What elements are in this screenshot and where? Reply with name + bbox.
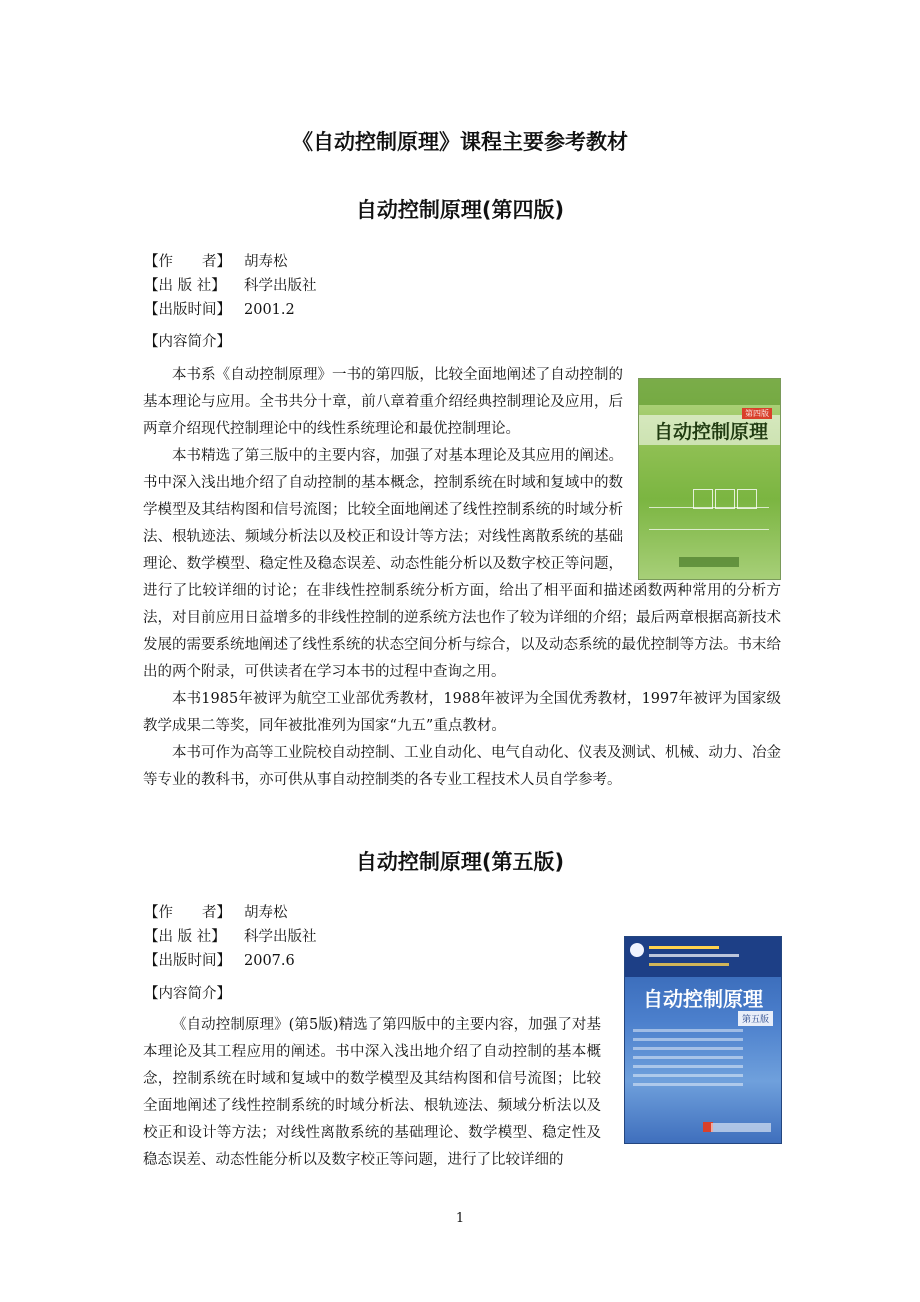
book1-paragraph: 本书精选了第三版中的主要内容，加强了对基本理论及其应用的阐述。书中深入浅出地介绍了自动控制的基本概念，控制系统在时域和复域中的数学模型及其结构图和信号流图；比较全面地阐述了线性控制系统的时域分析法、根轨迹法、频域分析法以及校正和设计等方法；对线性离散系统的基础理论、数学模型、稳定性及稳态误差、动态性能分析以及数字校正等问题，进行了比较详细的讨论；在非线性控制系统分析方面，给出了相平面和描述函数两种常用的分析方法，对目前应用日益增多的非线性控制的逆系统方法也作了较为详细的介绍；最后两章根据高新技术发展的需要系统地阐述了线性系统的状态空间分析与综合，以及动态系统的最优控制等方法。书末给出的两个附录，可供读者在学习本书的过程中查询之用。 (143, 448, 781, 680)
cover-decoration (715, 489, 735, 509)
cover-decoration (633, 1029, 743, 1092)
cover-decoration (633, 1056, 743, 1059)
cover-decoration (633, 1047, 743, 1050)
cover-decoration (633, 1038, 743, 1041)
book2-publisher-row (144, 925, 317, 949)
book1-date-row (144, 298, 317, 322)
cover-decoration (633, 1083, 743, 1086)
book1-author-row (144, 250, 317, 274)
book1-publisher-row (144, 274, 317, 298)
date-value: 2007.6 (244, 953, 295, 969)
book1-cover-image (638, 378, 781, 580)
date-label: 【出版时间】 (144, 302, 231, 318)
cover-decoration (633, 1029, 743, 1032)
author-label: 【作 者】 (144, 905, 231, 921)
cover-title: 自动控制原理 (643, 987, 763, 1011)
cover-decoration (649, 954, 739, 957)
cover-decoration (649, 529, 769, 530)
publisher-label: 【出 版 社】 (144, 929, 226, 945)
cover-title: 自动控制原理 (653, 421, 768, 443)
book2-meta (144, 901, 317, 973)
cover-band (639, 379, 780, 405)
book1-paragraph: 本书1985年被评为航空工业部优秀教材，1988年被评为全国优秀教材，1997年被评为国家级教学成果二等奖，同年被批准列为国家“九五”重点教材。 (143, 691, 781, 734)
book2-date-row (144, 949, 317, 973)
book2-author-row (144, 901, 317, 925)
publisher-value: 科学出版社 (244, 929, 317, 945)
date-value: 2001.2 (244, 302, 295, 318)
cover-decoration (737, 489, 757, 509)
book2-cover-image (624, 936, 782, 1144)
book2-summary-label: 【内容简介】 (144, 986, 231, 1002)
book1-paragraph: 本书系《自动控制原理》一书的第四版，比较全面地阐述了自动控制的基本理论与应用。全书共分十章，前八章着重介绍经典控制理论及应用，后两章介绍现代控制理论中的线性系统理论和最优控制理论。 (143, 367, 623, 437)
book2-paragraph: 《自动控制原理》(第5版)精选了第四版中的主要内容，加强了对基本理论及其工程应用的阐述。书中深入浅出地介绍了自动控制的基本概念，控制系统在时域和复域中的数学模型及其结构图和信号流图；比较全面地阐述了线性控制系统的时域分析法、根轨迹法、频域分析法以及校正和设计等方法；对线性离散系统的基础理论、数学模型、稳定性及稳态误差、动态性能分析以及数字校正等问题，进行了比较详细的 (143, 1017, 601, 1168)
book1-paragraph: 本书可作为高等工业院校自动控制、工业自动化、电气自动化、仪表及测试、机械、动力、冶金等专业的教科书，亦可供从事自动控制类的各专业工程技术人员自学参考。 (143, 745, 781, 788)
cover-decoration (711, 1123, 771, 1132)
book2-title: 自动控制原理(第五版) (355, 850, 565, 874)
publisher-label: 【出 版 社】 (144, 278, 226, 294)
cover-decoration (693, 489, 713, 509)
cover-decoration (633, 1074, 743, 1077)
page-number: 1 (455, 1211, 465, 1226)
date-label: 【出版时间】 (144, 953, 231, 969)
author-value: 胡寿松 (244, 254, 288, 270)
cover-edition: 第四版 (742, 408, 772, 419)
book1-summary-label: 【内容简介】 (144, 334, 231, 350)
author-value: 胡寿松 (244, 905, 288, 921)
book1-title: 自动控制原理(第四版) (355, 198, 565, 222)
cover-decoration (633, 1065, 743, 1068)
cover-badge (630, 943, 644, 957)
publisher-logo (679, 557, 739, 567)
cover-decoration (649, 946, 719, 949)
cover-decoration (649, 507, 769, 508)
book1-meta (144, 250, 317, 322)
cover-decoration (649, 963, 729, 966)
author-label: 【作 者】 (144, 254, 231, 270)
cover-edition: 第五版 (738, 1011, 773, 1026)
document-heading: 《自动控制原理》课程主要参考教材 (292, 130, 628, 154)
publisher-value: 科学出版社 (244, 278, 317, 294)
cover-header (625, 937, 781, 977)
